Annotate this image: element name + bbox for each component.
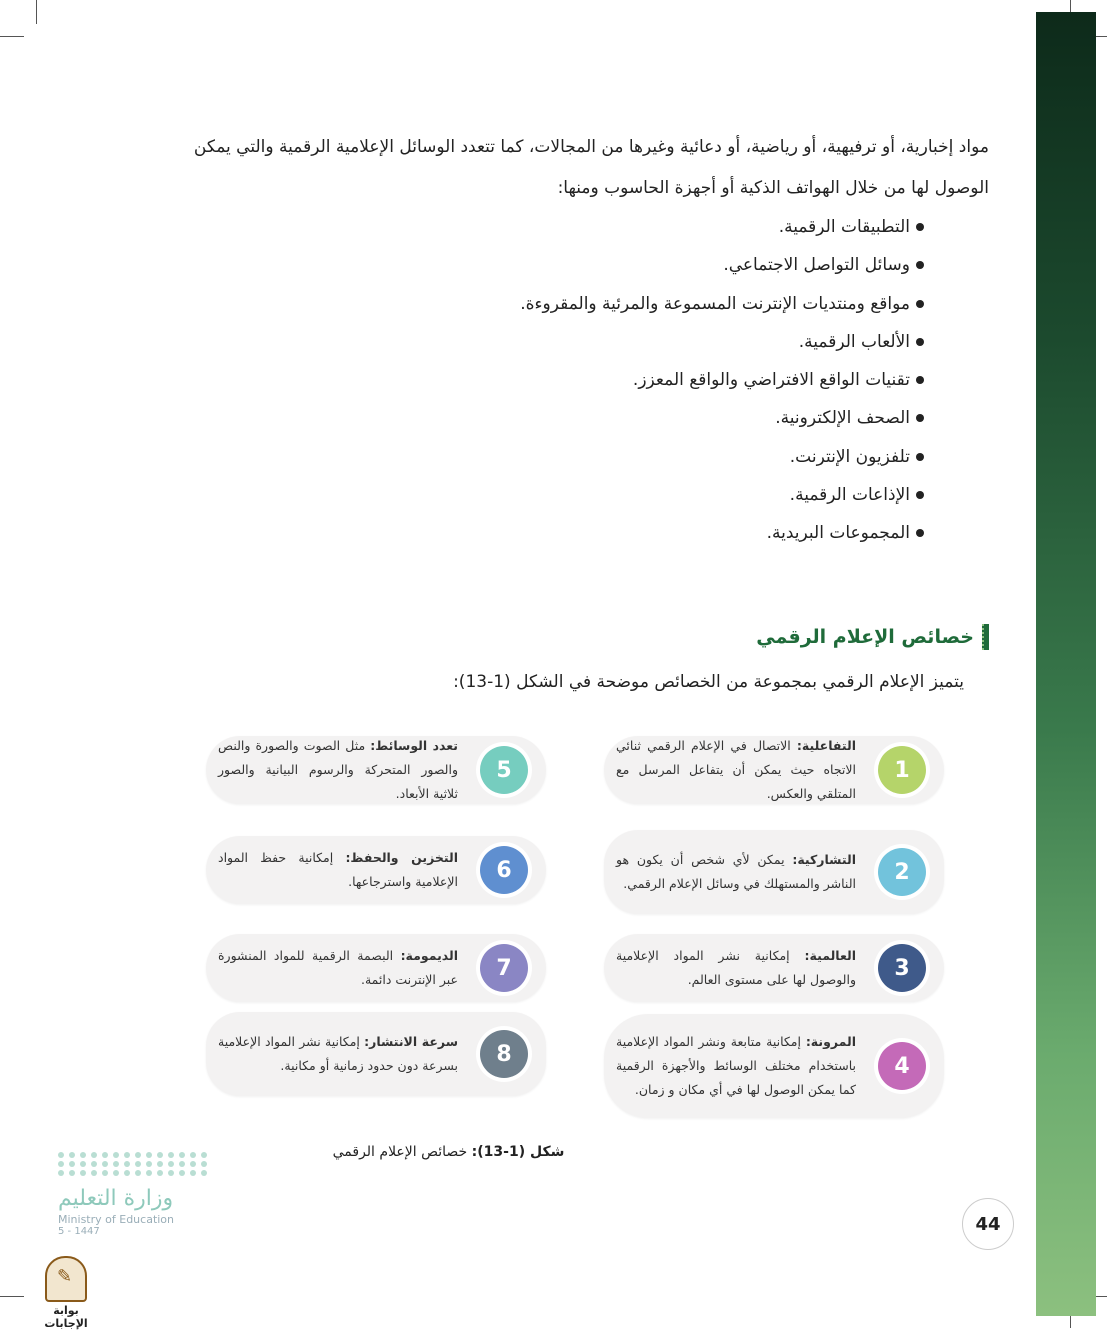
site-watermark <box>30 1256 102 1330</box>
list-item: الألعاب الرقمية. <box>520 323 924 361</box>
figure-caption: شكل (1-13): خصائص الإعلام الرقمي <box>332 1144 565 1160</box>
feature-text: سرعة الانتشار: إمكانية نشر المواد الإعلامية بسرعة دون حدود زمانية أو مكانية. <box>218 1034 458 1073</box>
bullet-icon <box>916 491 924 499</box>
feature-text: تعدد الوسائط: مثل الصوت والصورة والنص والصور المتحركة والرسوم البيانية والصور ثلاثية الأبعاد. <box>218 738 458 801</box>
feature-text: التفاعلية: الاتصال في الإعلام الرقمي ثنائي الاتجاه حيث يمكن أن يتفاعل المرسل مع المتلقي والعكس. <box>616 738 856 801</box>
feature-card-1 <box>604 736 944 804</box>
ministry-name-english: Ministry of Education <box>58 1213 175 1226</box>
bullet-icon <box>916 223 924 231</box>
feature-number-3: 3 <box>878 944 926 992</box>
heading-bar-icon <box>982 624 989 650</box>
feature-card-7 <box>206 934 546 1002</box>
feature-text: المرونة: إمكانية متابعة ونشر المواد الإعلامية باستخدام مختلف الوسائط والأجهزة الرقمية كما يمكن الوصول لها في أي مكان و زمان. <box>616 1034 856 1097</box>
feature-card-8 <box>206 1012 546 1096</box>
list-item: المجموعات البريدية. <box>520 514 924 552</box>
crop-mark <box>36 0 37 24</box>
ministry-name-arabic: وزارة التعليم <box>58 1186 174 1211</box>
feature-number-2: 2 <box>878 848 926 896</box>
list-item: تلفزيون الإنترنت. <box>520 438 924 476</box>
feature-text: التخزين والحفظ: إمكانية حفظ المواد الإعلامية واسترجاعها. <box>218 850 458 889</box>
feature-number-7: 7 <box>480 944 528 992</box>
bullet-icon <box>916 414 924 422</box>
feature-card-2 <box>604 830 944 914</box>
section-title: خصائص الإعلام الرقمي <box>756 626 974 648</box>
logo-dots-icon <box>58 1152 208 1176</box>
feature-card-4 <box>604 1014 944 1118</box>
bullet-icon <box>916 338 924 346</box>
crop-mark <box>0 36 24 37</box>
pen-emblem-icon <box>45 1256 87 1302</box>
feature-number-4: 4 <box>878 1042 926 1090</box>
ministry-year: 5 - 1447 <box>58 1226 100 1237</box>
bullet-icon <box>916 376 924 384</box>
bullet-icon <box>916 453 924 461</box>
paragraph-line-1: مواد إخبارية، أو ترفيهية، أو رياضية، أو دعائية وغيرها من المجالات، كما تتعدد الوسائل الإعلامية الرقمية والتي يمكن <box>193 137 989 157</box>
crop-mark <box>0 1296 24 1297</box>
section-heading <box>756 624 989 650</box>
feature-text: الديمومة: البصمة الرقمية للمواد المنشورة عبر الإنترنت دائمة. <box>218 948 458 987</box>
list-item: مواقع ومنتديات الإنترنت المسموعة والمرئية والمقروءة. <box>520 285 924 323</box>
list-item: الإذاعات الرقمية. <box>520 476 924 514</box>
site-name: بوابة الإجابات <box>44 1304 88 1330</box>
page-number: 44 <box>962 1198 1014 1250</box>
feature-number-5: 5 <box>480 746 528 794</box>
feature-card-6 <box>206 836 546 904</box>
bullet-icon <box>916 261 924 269</box>
section-intro: يتميز الإعلام الرقمي بمجموعة من الخصائص موضحة في الشكل (1-13): <box>453 672 964 692</box>
feature-number-6: 6 <box>480 846 528 894</box>
ministry-logo <box>58 1152 208 1237</box>
list-item: وسائل التواصل الاجتماعي. <box>520 246 924 284</box>
list-item: تقنيات الواقع الافتراضي والواقع المعزز. <box>520 361 924 399</box>
feature-card-5 <box>206 736 546 804</box>
bullet-icon <box>916 529 924 537</box>
list-item: الصحف الإلكترونية. <box>520 399 924 437</box>
feature-text: التشاركية: يمكن لأي شخص أن يكون هو الناشر والمستهلك في وسائل الإعلام الرقمي. <box>616 852 856 891</box>
decorative-green-sidebar <box>1036 12 1096 1316</box>
list-item: التطبيقات الرقمية. <box>520 208 924 246</box>
feature-number-1: 1 <box>878 746 926 794</box>
bullet-list <box>520 208 924 553</box>
feature-text: العالمية: إمكانية نشر المواد الإعلامية والوصول لها على مستوى العالم. <box>616 948 856 987</box>
paragraph-line-2: الوصول لها من خلال الهواتف الذكية أو أجهزة الحاسوب ومنها: <box>557 178 989 198</box>
feature-card-3 <box>604 934 944 1002</box>
bullet-icon <box>916 300 924 308</box>
feature-number-8: 8 <box>480 1030 528 1078</box>
